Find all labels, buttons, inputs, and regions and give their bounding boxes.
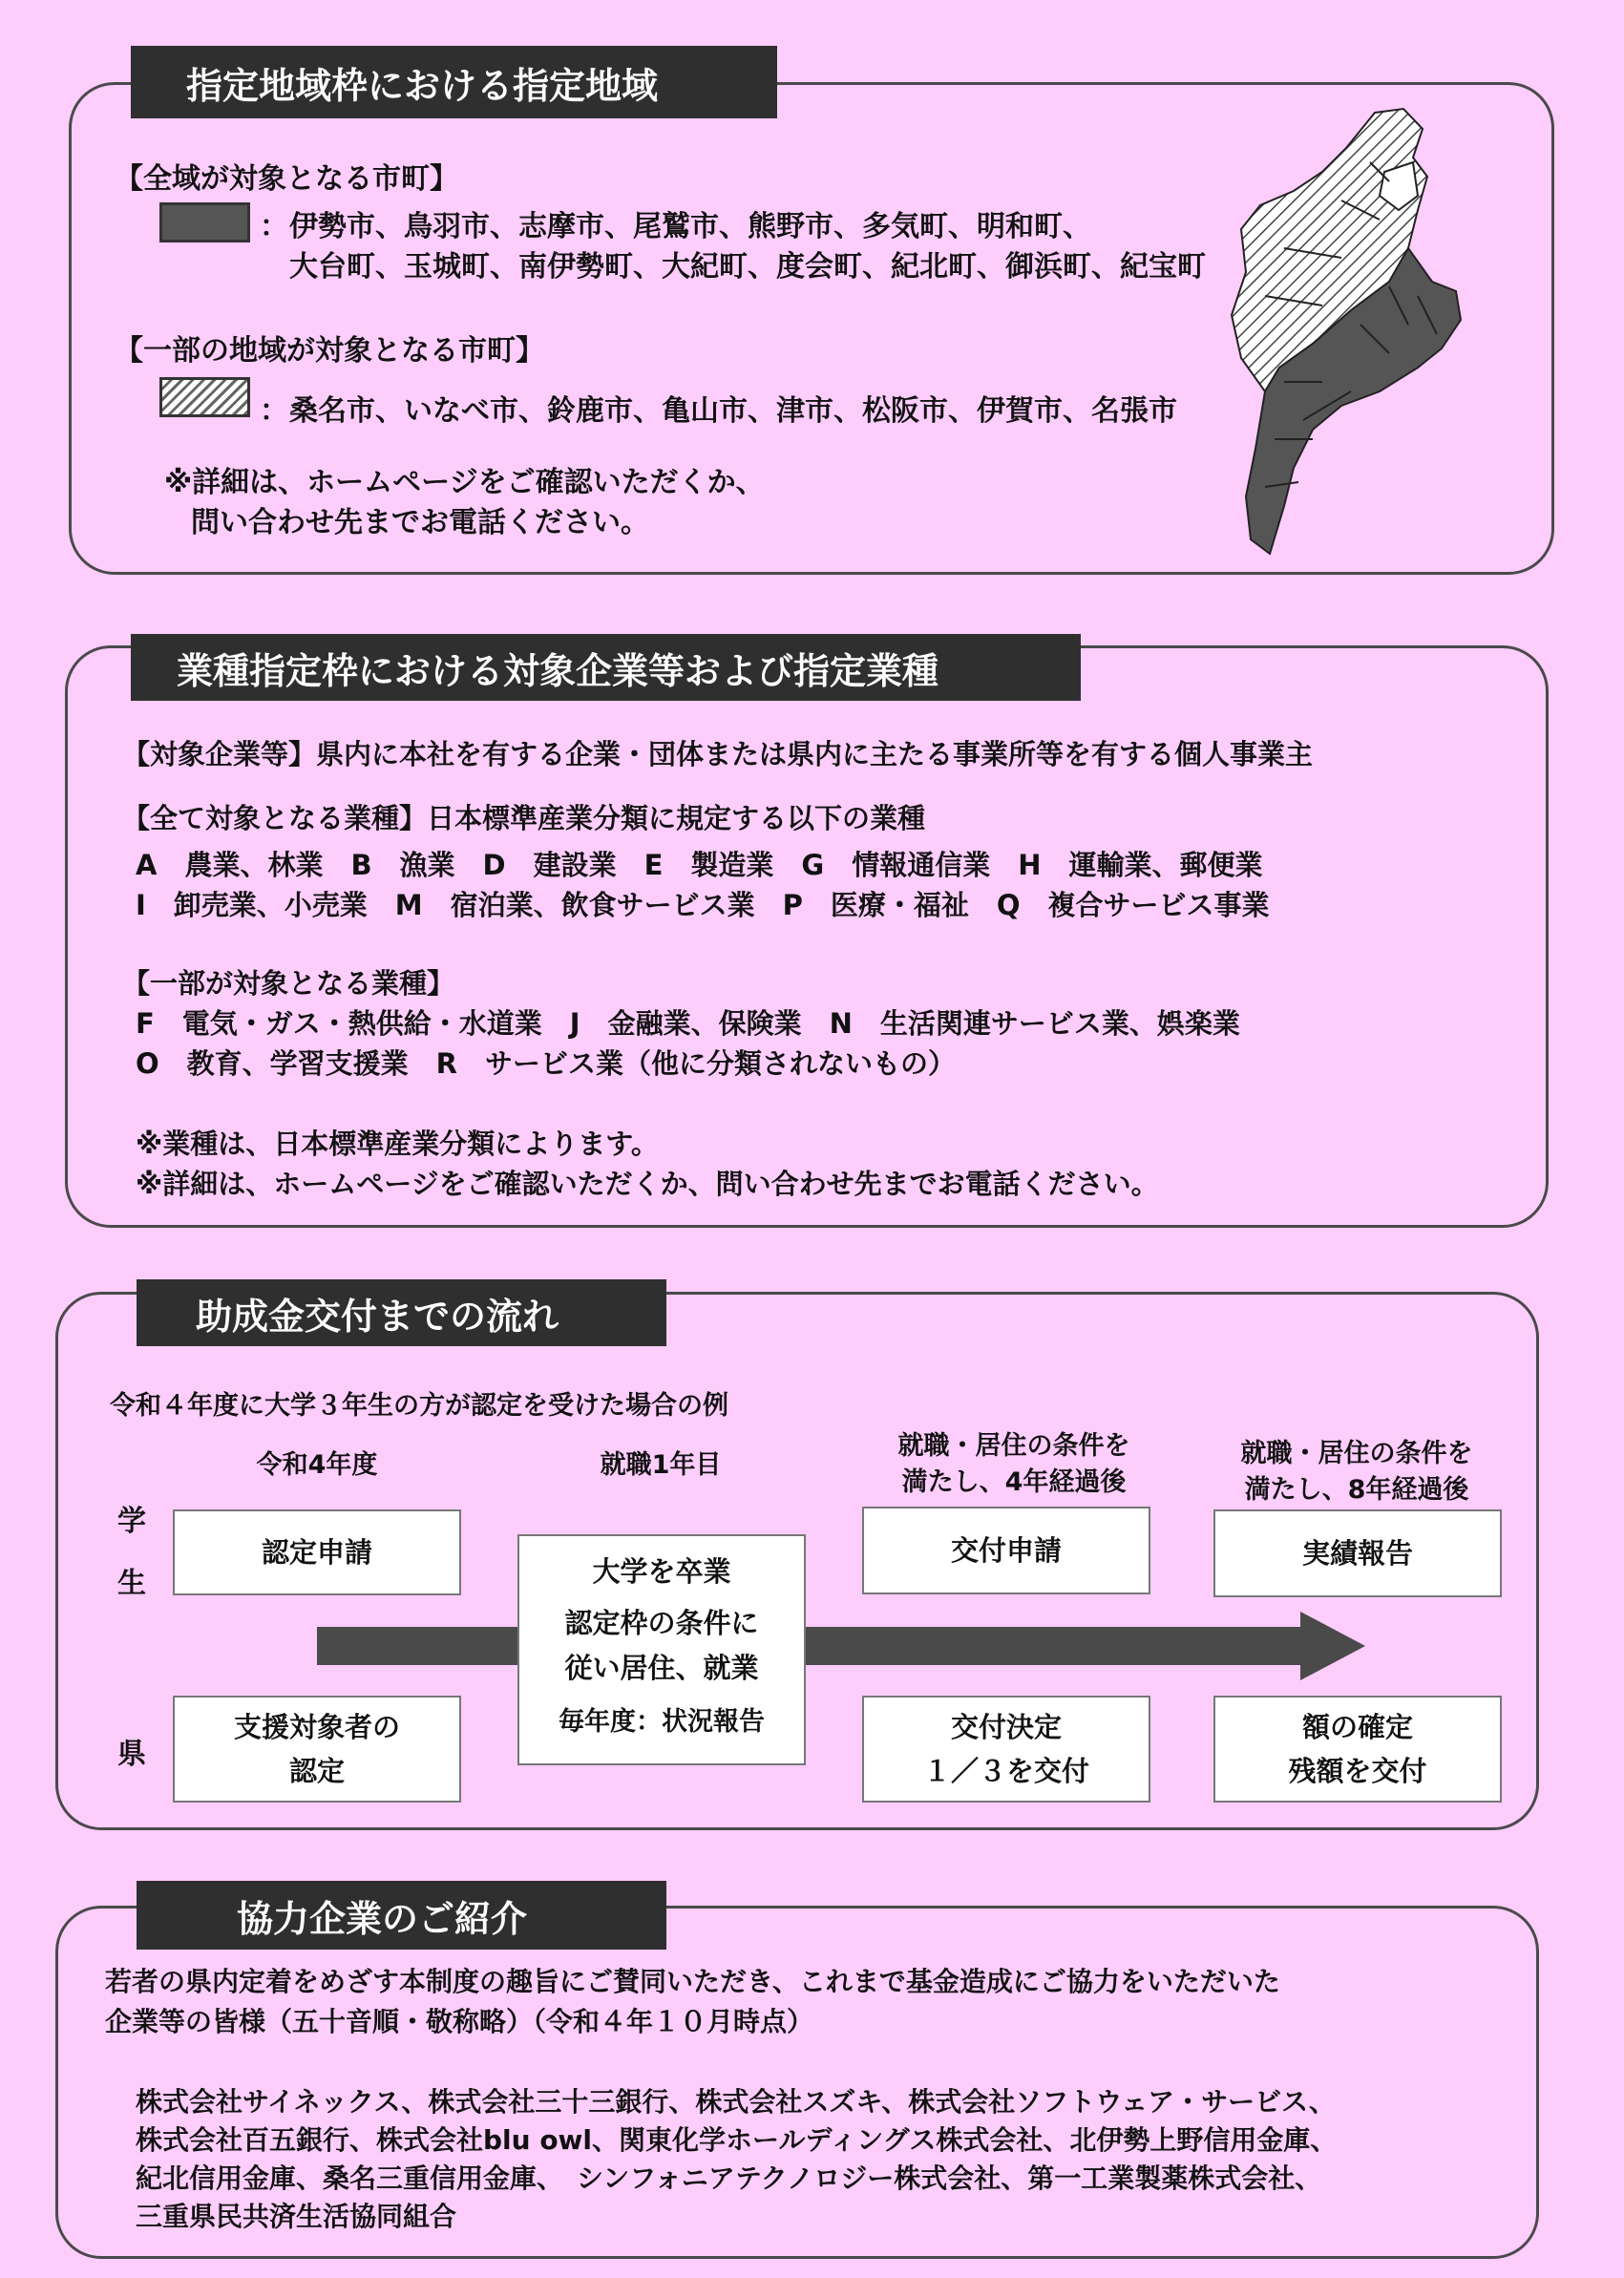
flow-col1-header: 令和4年度 (256, 1450, 378, 1480)
full-area-heading: 【全域が対象となる市町】 (115, 162, 458, 196)
row-label-prefecture: 県 (117, 1738, 146, 1771)
step-grant-decision (862, 1696, 1150, 1803)
step-graduation (517, 1534, 806, 1765)
target-entities-line: 【対象企業等】県内に本社を有する企業・団体または県内に主たる事業所等を有する個人事業主 (122, 738, 1314, 770)
full-area-legend-swatch (159, 202, 250, 243)
flow-col2-header: 就職1年目 (600, 1450, 722, 1480)
partial-industries-line1: F 電気・ガス・熱供給・水道業 J 金融業、保険業 N 生活関連サービス業、娯楽業 (136, 1007, 1240, 1040)
industry-section-title: 業種指定枠における対象企業等および指定業種 (131, 634, 1081, 701)
partial-area-heading: 【一部の地域が対象となる市町】 (115, 334, 544, 368)
all-industries-line2: I 卸売業、小売業 M 宿泊業、飲食サービス業 P 医療・福祉 Q 複合サービス事業 (136, 889, 1270, 921)
row-label-student: 学 (117, 1505, 146, 1538)
colon: ： (260, 210, 288, 243)
partners-section-title: 協力企業のご紹介 (137, 1881, 666, 1950)
step-label: 交付決定 (950, 1710, 1062, 1743)
full-area-list-line2: 大台町、玉城町、南伊勢町、大紀町、度会町、紀北町、御浜町、紀宝町 (289, 250, 1206, 284)
partners-list-line2: 株式会社百五銀行、株式会社blu owl、関東化学ホールディングス株式会社、北伊勢上野信用金庫、 (136, 2124, 1338, 2156)
step-label: 残額を交付 (1288, 1755, 1427, 1787)
region-section-title: 指定地域枠における指定地域 (131, 46, 777, 118)
partners-list-line3: 紀北信用金庫、桑名三重信用金庫、 シンフォニアテクノロジー株式会社、第一工業製薬株式会社、 (136, 2162, 1322, 2194)
step-results-report (1213, 1509, 1502, 1597)
flow-example-caption: 令和４年度に大学３年生の方が認定を受けた場合の例 (110, 1391, 728, 1421)
partial-industries-heading: 【一部が対象となる業種】 (122, 967, 455, 1000)
flow-col4-header-line1: 就職・居住の条件を (1240, 1439, 1473, 1468)
partners-list-line4: 三重県民共済生活協同組合 (136, 2201, 457, 2232)
partners-list-line1: 株式会社サイネックス、株式会社三十三銀行、株式会社スズキ、株式会社ソフトウェア・サービス、 (136, 2086, 1336, 2118)
colon: ： (260, 394, 288, 428)
step-final-payment (1213, 1696, 1502, 1803)
step-label: １／３を交付 (922, 1755, 1089, 1787)
flow-col4-header-line2: 満たし、8年経過後 (1244, 1475, 1469, 1505)
step-label: 毎年度：状況報告 (559, 1707, 765, 1738)
partial-area-legend-swatch (159, 377, 250, 417)
mie-prefecture-map (1227, 105, 1494, 563)
flow-col3-header-line1: 就職・居住の条件を (897, 1431, 1130, 1461)
step-certification-application (173, 1509, 461, 1595)
step-label: 額の確定 (1301, 1710, 1413, 1743)
industry-note2: ※詳細は、ホームページをご確認いただくか、問い合わせ先までお電話ください。 (136, 1168, 1159, 1200)
row-label-student: 生 (117, 1567, 146, 1600)
region-note-line2: 問い合わせ先までお電話ください。 (191, 506, 649, 539)
all-industries-heading: 【全て対象となる業種】日本標準産業分類に規定する以下の業種 (122, 802, 926, 834)
step-label: 認定枠の条件に (564, 1607, 759, 1640)
step-label: 認定 (288, 1755, 345, 1787)
region-note-line1: ※詳細は、ホームページをご確認いただくか、 (164, 466, 765, 499)
step-grant-application (862, 1507, 1150, 1594)
flow-col3-header-line2: 満たし、4年経過後 (901, 1467, 1127, 1497)
partners-intro-line2: 企業等の皆様（五十音順・敬称略）（令和４年１０月時点） (105, 2006, 814, 2037)
step-label: 支援対象者の (233, 1710, 400, 1743)
step-label: 従い居住、就業 (564, 1651, 759, 1684)
step-label: 大学を卒業 (592, 1555, 731, 1588)
step-support-recipient-certification (173, 1696, 461, 1803)
full-area-list-line1: 伊勢市、鳥羽市、志摩市、尾鷲市、熊野市、多気町、明和町、 (289, 210, 1091, 243)
step-label: 交付申請 (950, 1533, 1062, 1567)
step-label: 認定申請 (261, 1535, 372, 1569)
flow-section-title: 助成金交付までの流れ (137, 1279, 666, 1346)
partial-industries-line2: O 教育、学習支援業 R サービス業（他に分類されないもの） (136, 1047, 956, 1080)
industry-note1: ※業種は、日本標準産業分類によります。 (136, 1128, 659, 1160)
step-label: 実績報告 (1301, 1536, 1413, 1570)
flow-arrow (317, 1612, 1367, 1680)
partial-area-list: 桑名市、いなべ市、鈴鹿市、亀山市、津市、松阪市、伊賀市、名張市 (289, 394, 1177, 428)
all-industries-line1: A 農業、林業 B 漁業 D 建設業 E 製造業 G 情報通信業 H 運輸業、郵便業 (136, 849, 1263, 881)
partners-intro-line1: 若者の県内定着をめざす本制度の趣旨にご賛同いただき、これまで基金造成にご協力をいただいた (105, 1966, 1280, 1997)
